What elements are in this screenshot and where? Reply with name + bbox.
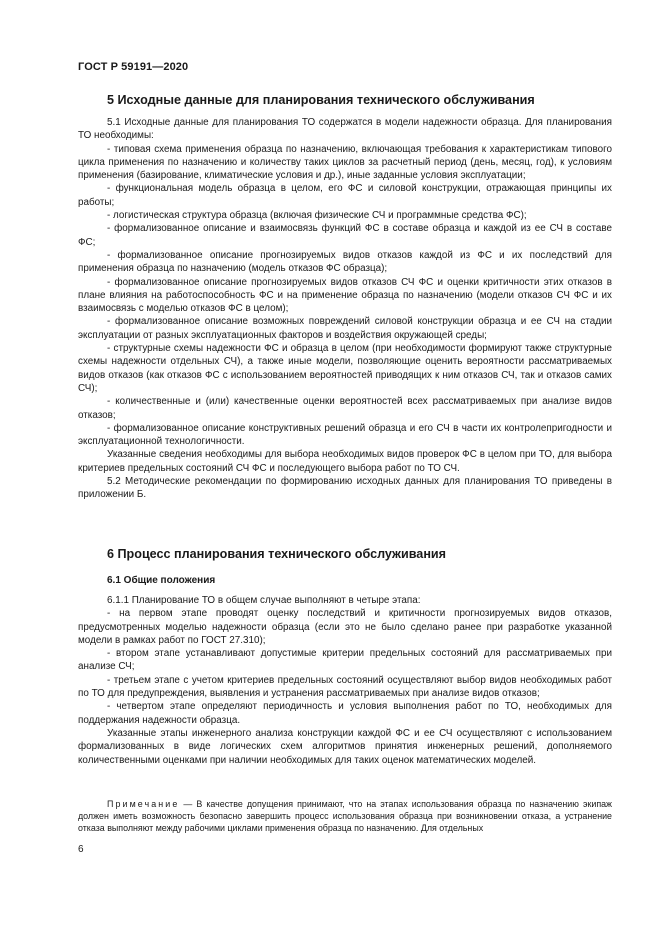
paragraph: 6.1.1 Планирование ТО в общем случае выполняют в четыре этапа:: [107, 595, 421, 606]
paragraph: - формализованное описание прогнозируемых видов отказов СЧ ФС и оценки критичности этих отказов в плане влияния на работоспособность ФС и на применение образца по назначению (модели отказов СЧ ФС и их взаимосвязь с моделью отказов ФС в целом);: [78, 276, 612, 315]
paragraph: - формализованное описание прогнозируемых видов отказов каждой из ФС и их последствий для применения образца по назначению (модель отказов ФС образца);: [78, 249, 612, 275]
paragraph: - на первом этапе проводят оценку последствий и критичности прогнозируемых видов отказов, предусмотренных моделью надежности образца (если это не было сделано ранее при разработке указанной модели в рамках работ по ГОСТ 27.310);: [78, 608, 612, 646]
section-6-1-title: 6.1 Общие положения: [107, 575, 216, 586]
paragraph: - втором этапе устанавливают допустимые критерии предельных состояний для рассматриваемых при анализе СЧ;: [78, 648, 612, 673]
paragraph: - третьем этапе с учетом критериев предельных состояний осуществляют выбор видов необходимых работ по ТО для предупреждения, выявления и устранения рассматриваемых при анализе видов отказов;: [78, 674, 612, 700]
paragraph: - типовая схема применения образца по назначению, включающая требования к характеристикам типового цикла применения по назначению и количеству таких циклов за расчетный период (день, месяц, год), к условиям применения (базирование, климатические условия и др.), иные заданные условия эксплуатации;: [78, 143, 612, 182]
paragraph: 5.1 Исходные данные для планирования ТО содержатся в модели надежности образца. Для планирования ТО необходимы:: [78, 117, 612, 142]
paragraph: - формализованное описание возможных повреждений силовой конструкции образца и ее СЧ на стадии эксплуатации от разных эксплуатационных факторов и воздействия окружающей среды;: [78, 316, 612, 341]
section-5-body: [78, 116, 612, 502]
note-paragraph: [78, 798, 612, 835]
paragraph: - функциональная модель образца в целом, его ФС и силовой конструкции, отражающая принципы их работы;: [78, 183, 612, 208]
paragraph: Указанные сведения необходимы для выбора необходимых видов проверок ФС в целом при ТО, для выбора критериев предельных состояний СЧ ФС и последующего выбора работ по ТО СЧ.: [78, 449, 612, 474]
note-text: — В качестве допущения принимают, что на этапах использования образца по назначению экипаж должен иметь возможность безопасно завершить процесс использования образца при возникновении отказа, а устранение отказа выполняют между рабочими циклами применения образца по назначению. Для отдельных: [78, 799, 612, 834]
section-5-title: 5 Исходные данные для планирования технического обслуживания: [107, 93, 535, 107]
paragraph: Указанные этапы инженерного анализа конструкции каждой ФС и ее СЧ осуществляют с использованием формализованных в виде логических схем алгоритмов принятия инженерных решений, дополняемого количественными оценками при наличии необходимых для таких оценок математических моделей.: [78, 727, 612, 766]
section-6-body: [78, 594, 612, 767]
note-label: Примечание: [107, 799, 180, 809]
document-header: ГОСТ Р 59191—2020: [78, 61, 189, 73]
paragraph: - количественные и (или) качественные оценки вероятностей всех рассматриваемых при анализе видов отказов;: [78, 396, 612, 421]
section-6-title: 6 Процесс планирования технического обслуживания: [107, 547, 447, 561]
paragraph: - структурные схемы надежности ФС и образца в целом (при необходимости формируют также структурные схемы надежности отдельных СЧ), а также иные модели, позволяющие оценить вероятности рассматриваемых видов отказов (как отказов ФС с использованием вероятностей приводящих к ним отказов СЧ, так и отказов самих СЧ);: [78, 343, 612, 394]
paragraph: - четвертом этапе определяют периодичность и условия выполнения работ по ТО, необходимых для поддержания надежности образца.: [78, 701, 612, 726]
paragraph: - формализованное описание конструктивных решений образца и его СЧ в части их контролепригодности и эксплуатационной технологичности.: [78, 422, 612, 448]
paragraph: 5.2 Методические рекомендации по формированию исходных данных для планирования ТО приведены в приложении Б.: [78, 476, 612, 501]
paragraph: - логистическая структура образца (включая физические СЧ и программные средства ФС);: [107, 210, 527, 222]
page-number: 6: [78, 844, 84, 855]
paragraph: - формализованное описание и взаимосвязь функций ФС в составе образца и каждой из ее СЧ в составе ФС;: [78, 223, 612, 248]
